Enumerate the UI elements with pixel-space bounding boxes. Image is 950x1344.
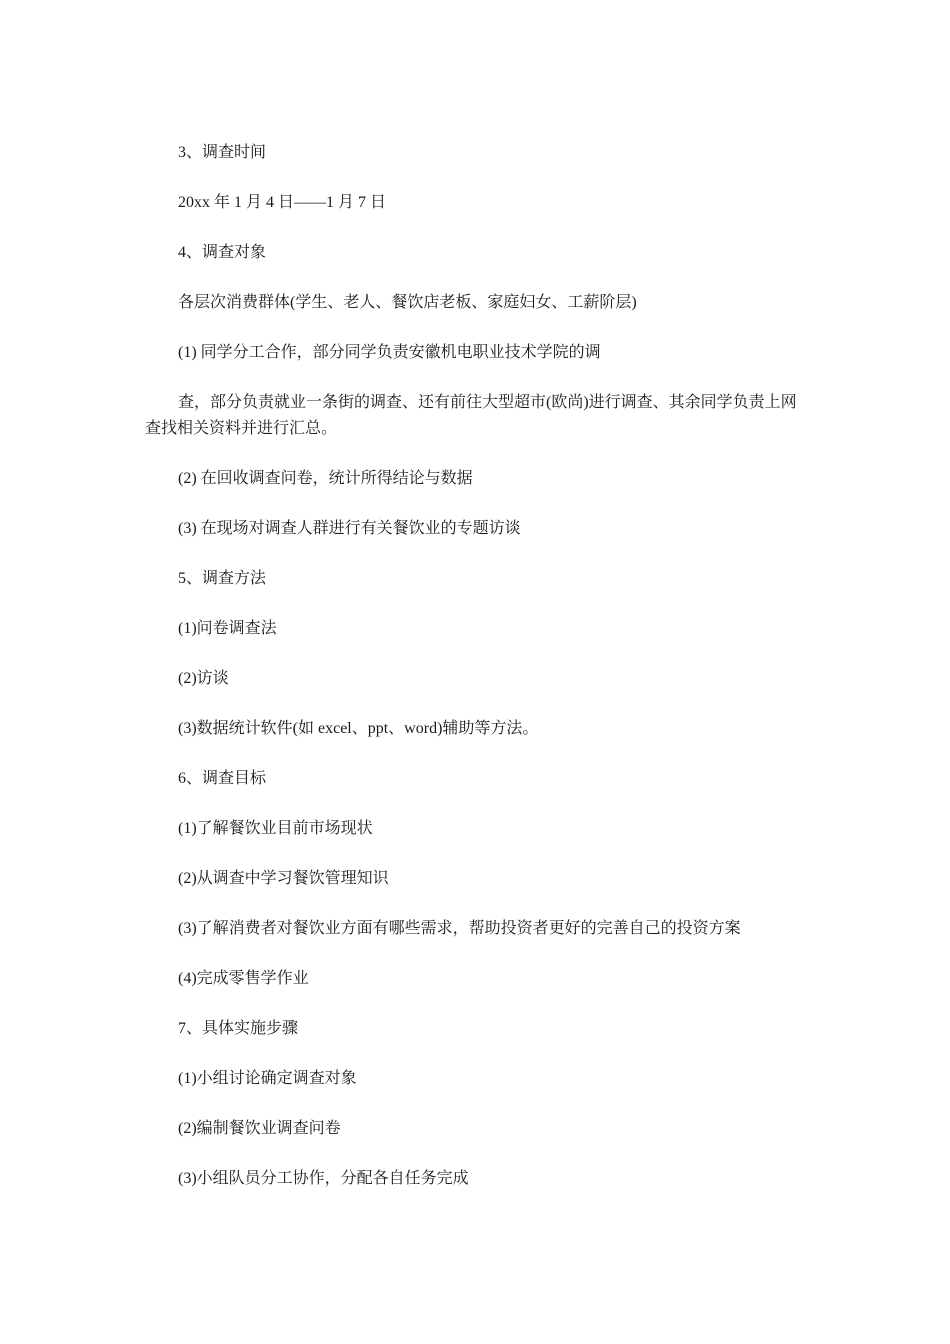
task-division-line2: 查，部分负责就业一条街的调查、还有前往大型超市(欧尚)进行调查、其余同学负责上网查找相关资料并进行汇总。	[145, 394, 797, 437]
step-prepare-questionnaire: (2)编制餐饮业调查问卷	[178, 1120, 341, 1137]
document-body	[145, 140, 810, 1216]
step-determine-target: (1)小组讨论确定调查对象	[178, 1070, 357, 1087]
section-heading-survey-method: 5、调查方法	[178, 570, 267, 587]
method-questionnaire: (1)问卷调查法	[178, 620, 277, 637]
goal-homework: (4)完成零售学作业	[178, 970, 309, 987]
section-heading-implementation-steps: 7、具体实施步骤	[178, 1020, 299, 1037]
task-division-line1: (1) 同学分工合作，部分同学负责安徽机电职业技术学院的调	[178, 344, 601, 361]
step-team-cooperation: (3)小组队员分工协作，分配各自任务完成	[178, 1170, 469, 1187]
section-heading-survey-target: 4、调查对象	[178, 244, 267, 261]
goal-consumer-needs: (3)了解消费者对餐饮业方面有哪些需求，帮助投资者更好的完善自己的投资方案	[178, 920, 741, 937]
section-heading-survey-time: 3、调查时间	[178, 144, 267, 161]
survey-date-range: 20xx 年 1 月 4 日——1 月 7 日	[178, 194, 387, 211]
goal-market-status: (1)了解餐饮业目前市场现状	[178, 820, 373, 837]
method-interview: (2)访谈	[178, 670, 229, 687]
task-onsite-interview: (3) 在现场对调查人群进行有关餐饮业的专题访谈	[178, 520, 521, 537]
task-questionnaire-collection: (2) 在回收调查问卷，统计所得结论与数据	[178, 470, 473, 487]
method-software: (3)数据统计软件(如 excel、ppt、word)辅助等方法。	[178, 720, 539, 737]
survey-target-groups: 各层次消费群体(学生、老人、餐饮店老板、家庭妇女、工薪阶层)	[178, 294, 637, 311]
goal-management-knowledge: (2)从调查中学习餐饮管理知识	[178, 870, 389, 887]
section-heading-survey-goals: 6、调查目标	[178, 770, 267, 787]
